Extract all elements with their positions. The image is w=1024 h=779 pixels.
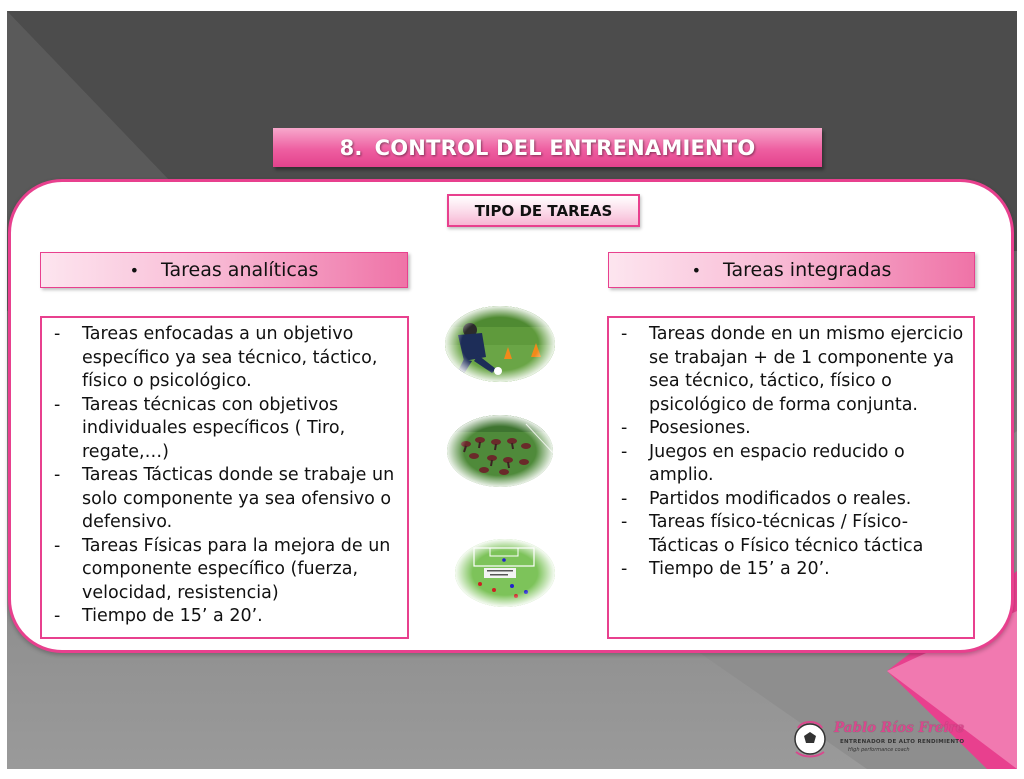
left-column-heading	[40, 252, 408, 288]
tactical-board-diagram	[454, 538, 556, 608]
team-training-drill-photo	[446, 414, 554, 488]
soccer-ball-icon	[790, 718, 830, 760]
player-dribbling-cones-photo	[444, 305, 556, 383]
list-item: - Tareas Tácticas donde se trabaje un solo componente ya sea ofensivo o defensivo.	[48, 464, 397, 535]
bullet-icon: •	[691, 260, 702, 280]
slide-title-text: CONTROL DEL ENTRENAMIENTO	[374, 135, 756, 160]
list-item: - Partidos modificados o reales.	[615, 488, 965, 512]
list-item: - Tareas enfocadas a un objetivo específico ya sea técnico, táctico, físico o psicológico.	[48, 323, 397, 394]
list-item: - Posesiones.	[615, 417, 965, 441]
list-item: - Juegos en espacio reducido o amplio.	[615, 441, 965, 488]
slide-title-number: 8.	[339, 135, 363, 160]
logo-tagline: High performance coach	[848, 747, 910, 753]
right-column-heading	[608, 252, 975, 288]
logo-name: Pablo Ríos Freire	[834, 720, 965, 736]
integrated-tasks-list	[615, 323, 965, 582]
slide-title	[273, 128, 822, 167]
list-item: - Tareas físico-técnicas / Físico- Tácticas o Físico técnico táctica	[615, 511, 965, 558]
list-item: - Tiempo de 15’ a 20’.	[48, 605, 397, 629]
integrated-tasks-box	[607, 316, 975, 639]
list-item: - Tareas donde en un mismo ejercicio se trabajan + de 1 componente ya sea técnico, táctico, físico o psicológico de forma conjunta.	[615, 323, 965, 417]
brand-logo	[790, 716, 965, 764]
list-item: - Tareas técnicas con objetivos individuales específicos ( Tiro, regate,…)	[48, 394, 397, 465]
analytic-tasks-list	[48, 323, 397, 629]
analytic-tasks-box	[40, 316, 409, 639]
section-subtitle: TIPO DE TAREAS	[447, 194, 640, 227]
left-heading-text: Tareas analíticas	[161, 259, 319, 281]
right-heading-text: Tareas integradas	[723, 259, 892, 281]
bullet-icon: •	[129, 260, 140, 280]
list-item: - Tareas Físicas para la mejora de un componente específico (fuerza, velocidad, resistencia)	[48, 535, 397, 606]
list-item: - Tiempo de 15’ a 20’.	[615, 558, 965, 582]
logo-subtitle: ENTRENADOR DE ALTO RENDIMIENTO	[840, 739, 965, 745]
